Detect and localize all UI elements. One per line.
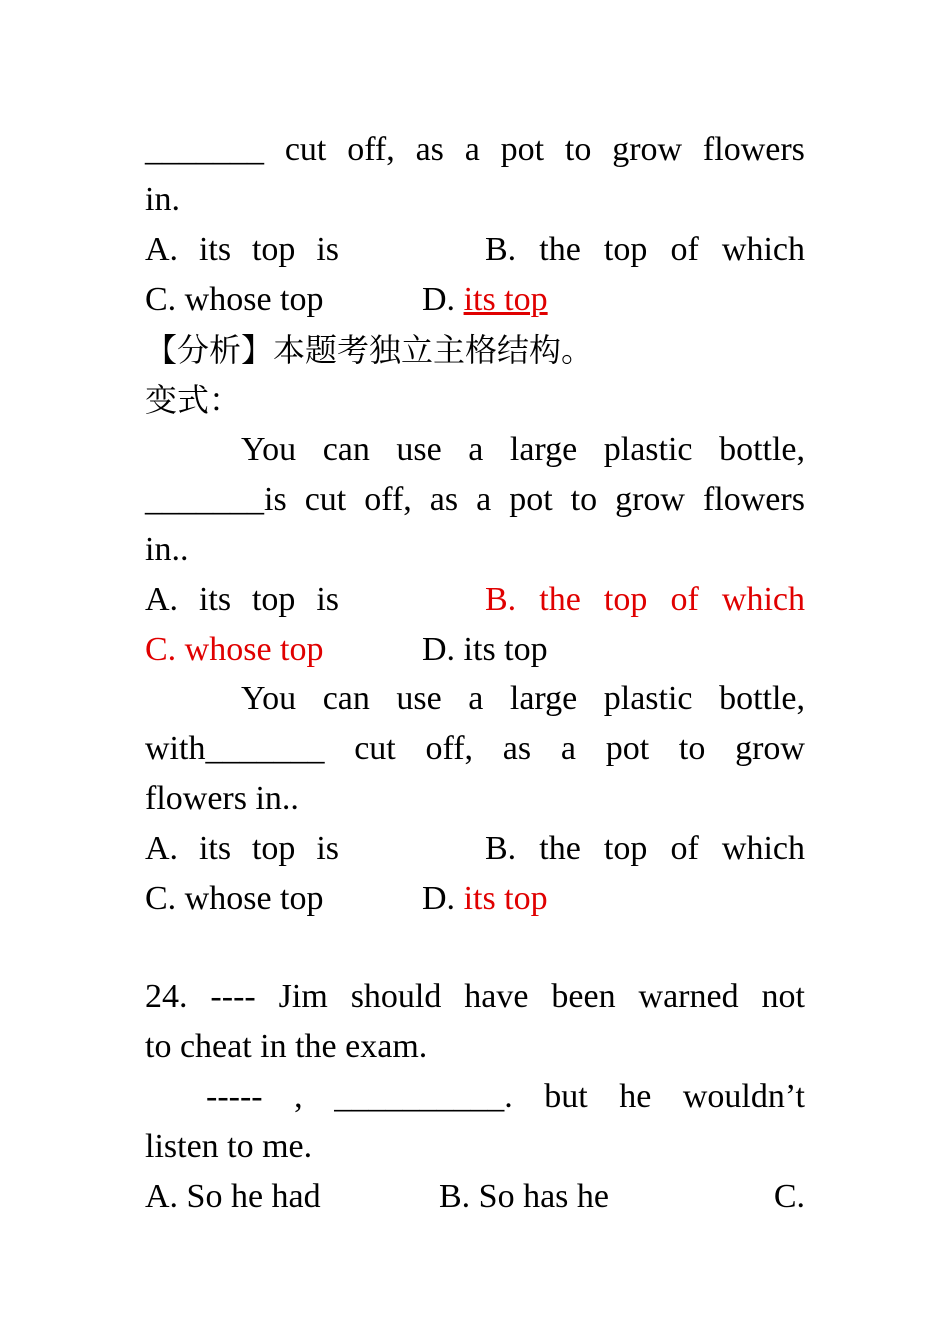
v1-option-d: D. its top (422, 631, 548, 668)
v1-option-b-answer (485, 575, 805, 625)
word: __________. (334, 1078, 513, 1115)
word: can (322, 680, 370, 717)
q23-stem-line-1 (145, 125, 805, 175)
word: B. (485, 231, 517, 268)
word: top (603, 581, 648, 618)
word: use (396, 431, 442, 468)
q24-stem-line-3 (206, 1072, 805, 1122)
word: bottle, (719, 431, 805, 468)
q24-stem-line-2: to cheat in the exam. (145, 1028, 428, 1065)
q23-option-d-letter: D. (422, 281, 456, 318)
q23-options-ab (145, 225, 805, 275)
word: can (322, 431, 370, 468)
q23-option-d-answer: its top (463, 281, 548, 318)
word: a (464, 131, 480, 168)
word: A. (145, 830, 179, 867)
word: 24. (145, 978, 188, 1015)
word: _______is (145, 481, 287, 518)
q24-options (145, 1172, 805, 1222)
word: A. (145, 231, 179, 268)
v1-options-cd (145, 625, 805, 675)
word: large (509, 680, 578, 717)
word: grow (615, 481, 685, 518)
word: flowers (702, 131, 805, 168)
word: top (603, 830, 648, 867)
q23-options-cd (145, 275, 805, 325)
word: off, (425, 730, 474, 767)
word: but (544, 1078, 588, 1115)
word: A. (145, 581, 179, 618)
word: as (502, 730, 532, 767)
word: top (251, 581, 296, 618)
q24-option-b: B. So has he (439, 1178, 609, 1215)
word: wouldn’t (682, 1078, 805, 1115)
word: which (721, 581, 805, 618)
word: plastic (603, 431, 693, 468)
word: ----- (206, 1078, 263, 1115)
word: pot (509, 481, 553, 518)
word: the (539, 581, 581, 618)
word: ---- (210, 978, 256, 1015)
word: Jim (278, 978, 328, 1015)
word: the (539, 830, 581, 867)
v2-option-c: C. whose top (145, 880, 324, 917)
word: You (241, 680, 297, 717)
v2-stem-line-1 (241, 674, 805, 724)
word: top (603, 231, 648, 268)
word: a (468, 680, 484, 717)
q24-stem-line-4: listen to me. (145, 1128, 313, 1165)
word: of (670, 581, 699, 618)
word: to (678, 730, 706, 767)
word: pot (605, 730, 650, 767)
word: _______ (145, 131, 264, 168)
v1-stem-line-1 (241, 425, 805, 475)
q23-option-b (485, 225, 805, 275)
word: a (468, 431, 484, 468)
v1-option-c-answer: C. whose top (145, 631, 324, 668)
word: of (670, 830, 699, 867)
word: a (560, 730, 576, 767)
v2-stem-line-2 (145, 724, 805, 774)
q23-option-c: C. whose top (145, 281, 324, 318)
v1-stem-line-3: in.. (145, 531, 189, 568)
word: have (464, 978, 529, 1015)
word: to (570, 481, 598, 518)
word: its (198, 581, 232, 618)
q23-option-d (422, 275, 548, 325)
v2-stem-line-3: flowers in.. (145, 780, 299, 817)
word: You (241, 431, 297, 468)
word: with_______ (145, 730, 325, 767)
q24-stem-line-1 (145, 972, 805, 1022)
word: as (415, 131, 444, 168)
v2-option-d (422, 874, 548, 924)
word: grow (735, 730, 805, 767)
v1-stem-line-2 (145, 475, 805, 525)
word: is (316, 231, 339, 268)
q23-stem-line-2: in. (145, 181, 180, 218)
word: bottle, (719, 680, 805, 717)
word: plastic (603, 680, 693, 717)
word: cut (284, 131, 327, 168)
word: to (564, 131, 592, 168)
v2-option-d-letter: D. (422, 880, 456, 917)
q24-option-c: C. (773, 1178, 805, 1215)
word: its (198, 830, 232, 867)
word: cut (354, 730, 396, 767)
word: of (670, 231, 699, 268)
word: which (721, 231, 805, 268)
variant-label: 变式： (145, 381, 242, 419)
word: grow (612, 131, 683, 168)
v1-options-ab (145, 575, 805, 625)
word: is (316, 830, 339, 867)
analysis-note: 【分析】本题考独立主格结构。 (145, 331, 594, 369)
word: the (539, 231, 581, 268)
v1-option-a (145, 575, 339, 625)
q24-option-a: A. So he had (145, 1178, 321, 1215)
word: flowers (702, 481, 805, 518)
v2-option-d-answer: its top (463, 880, 548, 917)
v2-options-cd (145, 874, 805, 924)
word: as (429, 481, 459, 518)
word: its (198, 231, 232, 268)
word: he (619, 1078, 652, 1115)
q23-option-a (145, 225, 339, 275)
word: pot (500, 131, 545, 168)
word: should (350, 978, 442, 1015)
word: not (761, 978, 805, 1015)
v2-option-b (485, 824, 805, 874)
word: warned (638, 978, 739, 1015)
v2-option-a (145, 824, 339, 874)
word: B. (485, 830, 517, 867)
word: top (251, 830, 296, 867)
word: , (294, 1078, 303, 1115)
word: a (476, 481, 492, 518)
word: large (509, 431, 578, 468)
word: off, (364, 481, 412, 518)
word: B. (485, 581, 517, 618)
word: top (251, 231, 296, 268)
word: is (316, 581, 339, 618)
word: use (396, 680, 442, 717)
word: off, (347, 131, 395, 168)
word: which (721, 830, 805, 867)
word: cut (304, 481, 347, 518)
word: been (551, 978, 616, 1015)
v2-options-ab (145, 824, 805, 874)
